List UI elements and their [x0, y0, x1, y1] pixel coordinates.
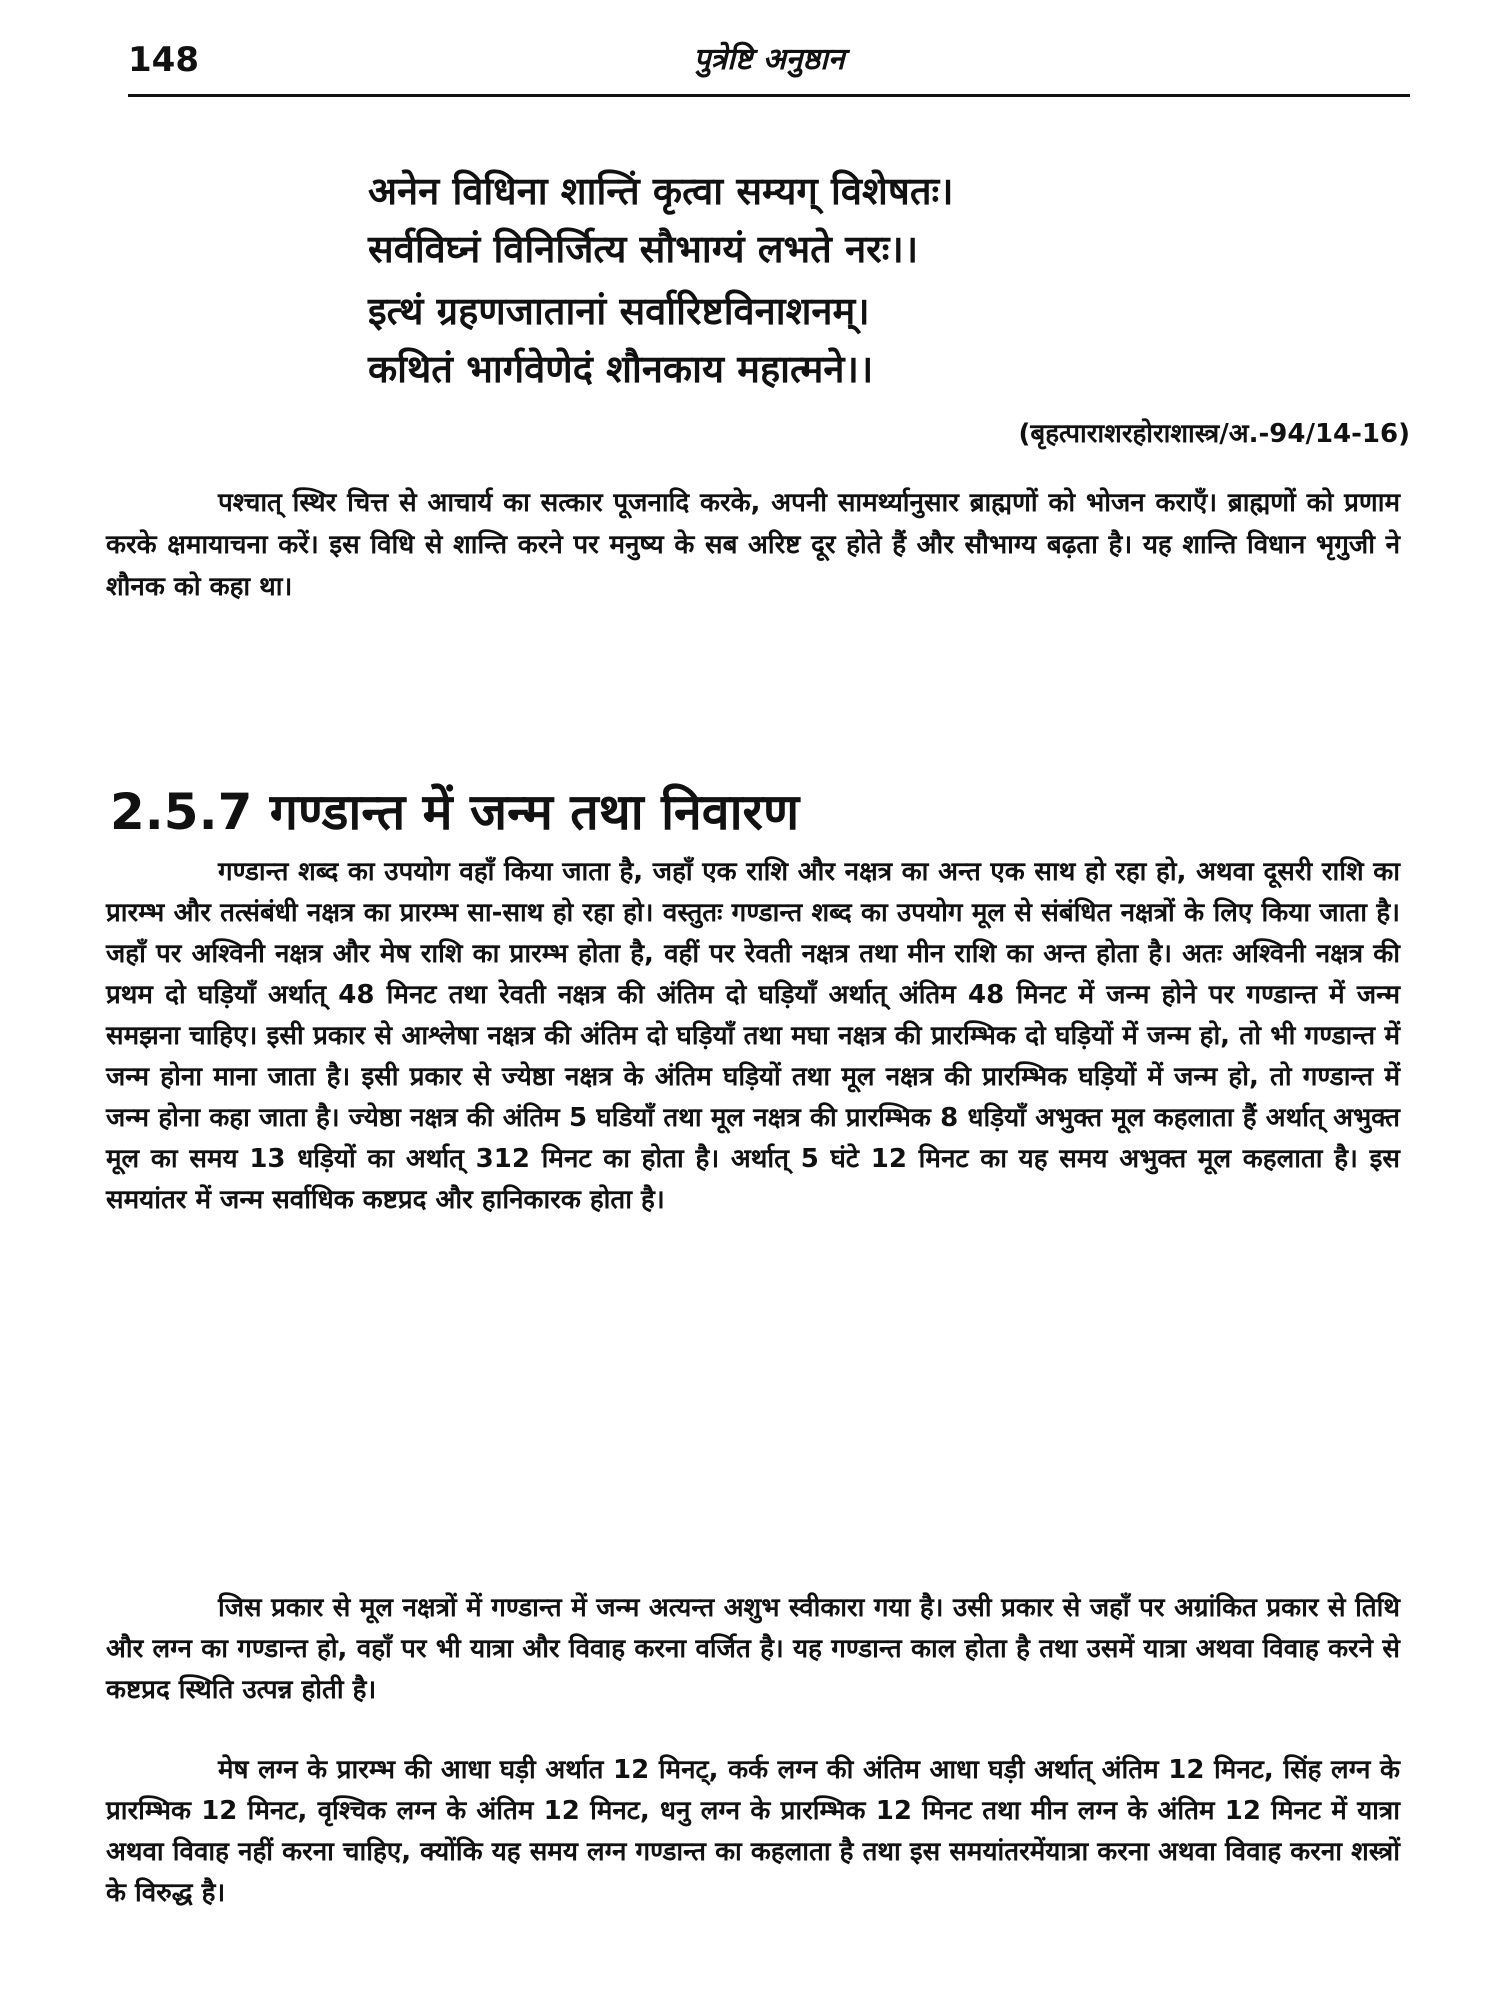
body-paragraph: पश्चात् स्थिर चित्त से आचार्य का सत्कार पूजनादि करके, अपनी सामर्थ्यानुसार ब्राह्मणों को भोजन कराएँ। ब्राह्मणों को प्रणाम करके क्षमायाचना करें। इस विधि से शान्ति करने पर मनुष्य के सब अरिष्ट दूर होते हैं और सौभाग्य बढ़ता है। यह शान्ति विधान भृगुजी ने शौनक को कहा था। [106, 488, 1400, 602]
body-paragraph: जिस प्रकार से मूल नक्षत्रों में गण्डान्त में जन्म अत्यन्त अशुभ स्वीकारा गया है। उसी प्रकार से जहाँ पर अग्रांकित प्रकार से तिथि और लग्न का गण्डान्त हो, वहाँ पर भी यात्रा और विवाह करना वर्जित है। यह गण्डान्त काल होता है तथा उसमें यात्रा अथवा विवाह करने से कष्टप्रद स्थिति उत्पन्न होती है। [106, 1593, 1400, 1705]
section-heading: 2.5.7 गण्डान्त में जन्म तथा निवारण [110, 782, 800, 841]
body-paragraph: गण्डान्त शब्द का उपयोग वहाँ किया जाता है, जहाँ एक राशि और नक्षत्र का अन्त एक साथ हो रहा हो, अथवा दूसरी राशि का प्रारम्भ और तत्संबंधी नक्षत्र का प्रारम्भ सा-साथ हो रहा हो। वस्तुतः गण्डान्त शब्द का उपयोग मूल से संबंधित नक्षत्रों के लिए किया जाता है। जहाँ पर अश्विनी नक्षत्र और मेष राशि का प्रारम्भ होता है, वहीं पर रेवती नक्षत्र तथा मीन राशि का अन्त होता है। अतः अश्विनी नक्षत्र की प्रथम दो घड़ियाँ अर्थात् 48 मिनट तथा रेवती नक्षत्र की अंतिम दो घड़ियाँ अर्थात् अंतिम 48 मिनट में जन्म होने पर गण्डान्त में जन्म समझना चाहिए। इसी प्रकार से आश्लेषा नक्षत्र की अंतिम दो घड़ियाँ तथा मघा नक्षत्र की प्रारम्भिक दो घड़ियों में जन्म हो, तो भी गण्डान्त में जन्म होना माना जाता है। इसी प्रकार से ज्येष्ठा नक्षत्र के अंतिम घड़ियों तथा मूल नक्षत्र की प्रारम्भिक घड़ियों में जन्म हो, तो गण्डान्त में जन्म होना कहा जाता है। ज्येष्ठा नक्षत्र की अंतिम 5 घडियाँ तथा मूल नक्षत्र की प्रारम्भिक 8 धड़ियाँ अभुक्त मूल कहलाता हैं अर्थात् अभुक्त मूल का समय 13 धड़ियों का अर्थात् 312 मिनट का होता है। अर्थात् 5 घंटे 12 मिनट का यह समय अभुक्त मूल कहलाता है। इस समयांतर में जन्म सर्वाधिक कष्टप्रद और हानिकारक होता है। [106, 857, 1400, 1215]
shloka-line: कथितं भार्गवेणेदं शौनकाय महात्मने।। [368, 347, 874, 391]
shloka-verse-1 [368, 162, 1168, 278]
body-paragraph: मेष लग्न के प्रारम्भ की आधा घड़ी अर्थात 12 मिनट्, कर्क लग्न की अंतिम आधा घड़ी अर्थात् अंतिम 12 मिनट, सिंह लग्न के प्रारम्भिक 12 मिनट, वृश्चिक लग्न के अंतिम 12 मिनट, धनु लग्न के प्रारम्भिक 12 मिनट तथा मीन लग्न के अंतिम 12 मिनट में यात्रा अथवा विवाह नहीं करना चाहिए, क्योंकि यह समय लग्न गण्डान्त का कहलाता है तथा इस समयांतरमेंयात्रा करना अथवा विवाह करना शस्त्रों के विरुद्ध है। [106, 1755, 1400, 1908]
shloka-line: सर्वविघ्नं विनिर्जित्य सौभाग्यं लभते नरः।। [368, 227, 919, 271]
shloka-line: इत्थं ग्रहणजातानां सर्वारिष्टविनाशनम्। [368, 289, 870, 333]
running-title: पुत्रेष्टि अनुष्ठान [693, 42, 845, 77]
shloka-verse-2 [368, 282, 1168, 398]
verse-citation: (बृहत्पाराशरहोराशास्त्र/अ.-94/14-16) [1018, 419, 1410, 449]
shloka-line: अनेन विधिना शान्तिं कृत्वा सम्यग् विशेषतः। [368, 169, 954, 213]
page-header [128, 40, 1410, 97]
page-number: 148 [128, 40, 199, 80]
